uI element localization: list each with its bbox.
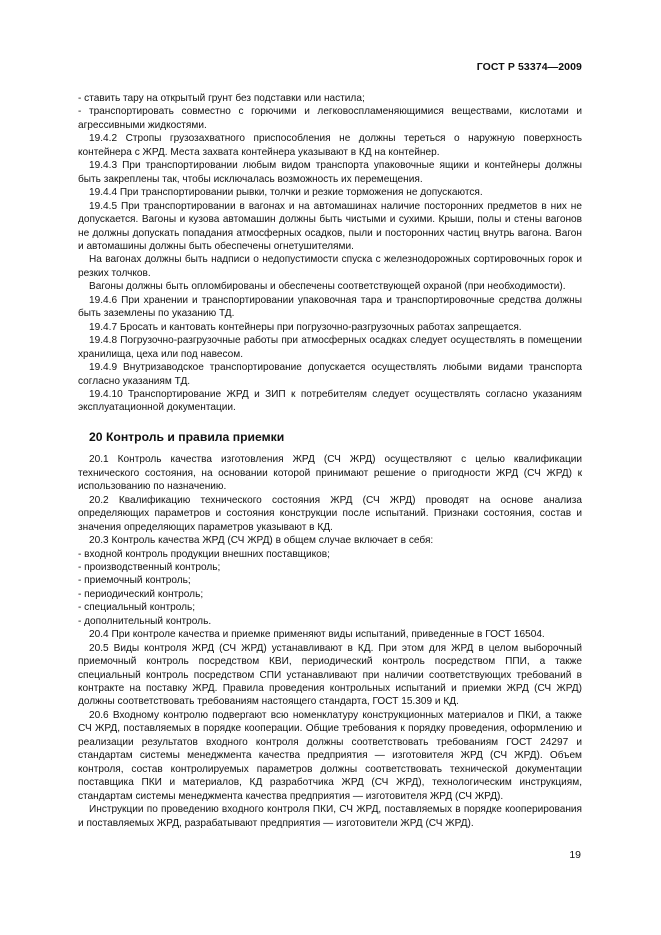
paragraph: 19.4.10 Транспортирование ЖРД и ЗИП к потребителям следует осуществлять согласно указаниям эксплуатационной документации.	[78, 388, 582, 414]
section-heading: 20 Контроль и правила приемки	[89, 429, 285, 444]
list-item: - дополнительный контроль.	[78, 615, 212, 627]
paragraph: 20.6 Входному контролю подвергают всю номенклатуру конструкционных материалов и ПКИ, а также СЧ ЖРД, поставляемых в порядке кооперации. Общие требования к порядку проведения, оформлению и реализации результатов входного контроля должны соответствовать требованиям ГОСТ 24297 и стандартам системы менеджмента качества предприятия — изготовителя ЖРД (СЧ ЖРД). Объем контроля, состав контролируемых параметров должны соответствовать технической документации поставщика ПКИ и материалов, КД разработчика ЖРД (СЧ ЖРД), технологическим инструкциям, стандартам системы менеджмента качества предприятия — изготовителя ЖРД (СЧ ЖРД).	[78, 709, 582, 802]
paragraph: 19.4.2 Стропы грузозахватного приспособления не должны тереться о наружную поверхность контейнера с ЖРД. Места захвата контейнера указывают в КД на контейнер.	[78, 133, 582, 158]
list-item: - транспортировать совместно с горючими и легковоспламеняющимися веществами, кислотами и агрессивными жидкостями.	[78, 106, 582, 131]
paragraph: 20.4 При контроле качества и приемке применяют виды испытаний, приведенные в ГОСТ 16504.	[89, 629, 545, 641]
list-item: - входной контроль продукции внешних поставщиков;	[78, 548, 330, 560]
paragraph: 19.4.4 При транспортировании рывки, толчки и резкие торможения не допускаются.	[89, 187, 483, 199]
paragraph: 19.4.5 При транспортировании в вагонах и на автомашинах наличие посторонних предметов в них не допускается. Вагоны и кузова автомашин должны быть чистыми и сухими. Крыши, полы и стены вагонов не должны допускать попадания атмосферных осадков, пыли и посторонних частиц внутрь вагона. Вагон и автомашины должны быть обеспечены огнетушителями.	[78, 200, 582, 252]
paragraph: 19.4.9 Внутризаводское транспортирование допускается осуществлять любыми видами транспорта согласно указаниям ТД.	[78, 362, 582, 387]
paragraph: 19.4.3 При транспортировании любым видом транспорта упаковочные ящики и контейнеры должны быть закреплены так, чтобы исключалась возможность их перемещения.	[78, 160, 582, 185]
paragraph: 20.3 Контроль качества ЖРД (СЧ ЖРД) в общем случае включает в себя:	[89, 535, 434, 547]
paragraph: Вагоны должны быть опломбированы и обеспечены соответствующей охраной (при необходимости).	[89, 281, 566, 293]
page-body	[78, 92, 582, 830]
paragraph: 19.4.7 Бросать и кантовать контейнеры при погрузочно-разгрузочных работах запрещается.	[89, 321, 522, 333]
list-item: - ставить тару на открытый грунт без подставки или настила;	[78, 93, 365, 104]
paragraph: 20.5 Виды контроля ЖРД (СЧ ЖРД) устанавливают в КД. При этом для ЖРД в целом выборочный приемочный контроль посредством КВИ, периодический контроль посредством ППИ, а также специальный контроль посредством СПИ устанавливают при наличии соответствующих требований в контракте на поставку ЖРД. Правила проведения контрольных испытаний и приемки ЖРД (СЧ ЖРД) должны соответствовать требованиям настоящего стандарта, ГОСТ 15.309 и КД.	[78, 642, 582, 708]
paragraph: 19.4.6 При хранении и транспортировании упаковочная тара и транспортировочные средства должны быть заземлены по указанию ТД.	[78, 294, 582, 320]
list-item: - специальный контроль;	[78, 602, 196, 614]
paragraph: 20.1 Контроль качества изготовления ЖРД (СЧ ЖРД) осуществляют с целью квалификации технического состояния, на основании которой принимают решение о пригодности ЖРД (СЧ ЖРД) к использованию по назначению.	[78, 454, 582, 493]
page-number: 19	[569, 849, 581, 861]
paragraph: На вагонах должны быть надписи о недопустимости спуска с железнодорожных сортировочных горок и резких толчков.	[78, 254, 582, 279]
standard-designation: ГОСТ Р 53374—2009	[476, 61, 582, 73]
list-item: - производственный контроль;	[78, 561, 221, 573]
list-item: - периодический контроль;	[78, 588, 204, 600]
list-item: - приемочный контроль;	[78, 575, 191, 587]
paragraph: 19.4.8 Погрузочно-разгрузочные работы при атмосферных осадках следует осуществлять в помещении хранилища, цеха или под навесом.	[78, 335, 582, 360]
paragraph: 20.2 Квалификацию технического состояния ЖРД (СЧ ЖРД) проводят на основе анализа определяющих параметров и состояния конструкции после испытаний. Признаки состояния, состав и значения определяющих параметров указывают в КД.	[78, 494, 582, 533]
paragraph: Инструкции по проведению входного контроля ПКИ, СЧ ЖРД, поставляемых в порядке кооперирования и поставляемых ЖРД, разрабатывают предприятия — изготовители ЖРД (СЧ ЖРД).	[78, 804, 582, 829]
